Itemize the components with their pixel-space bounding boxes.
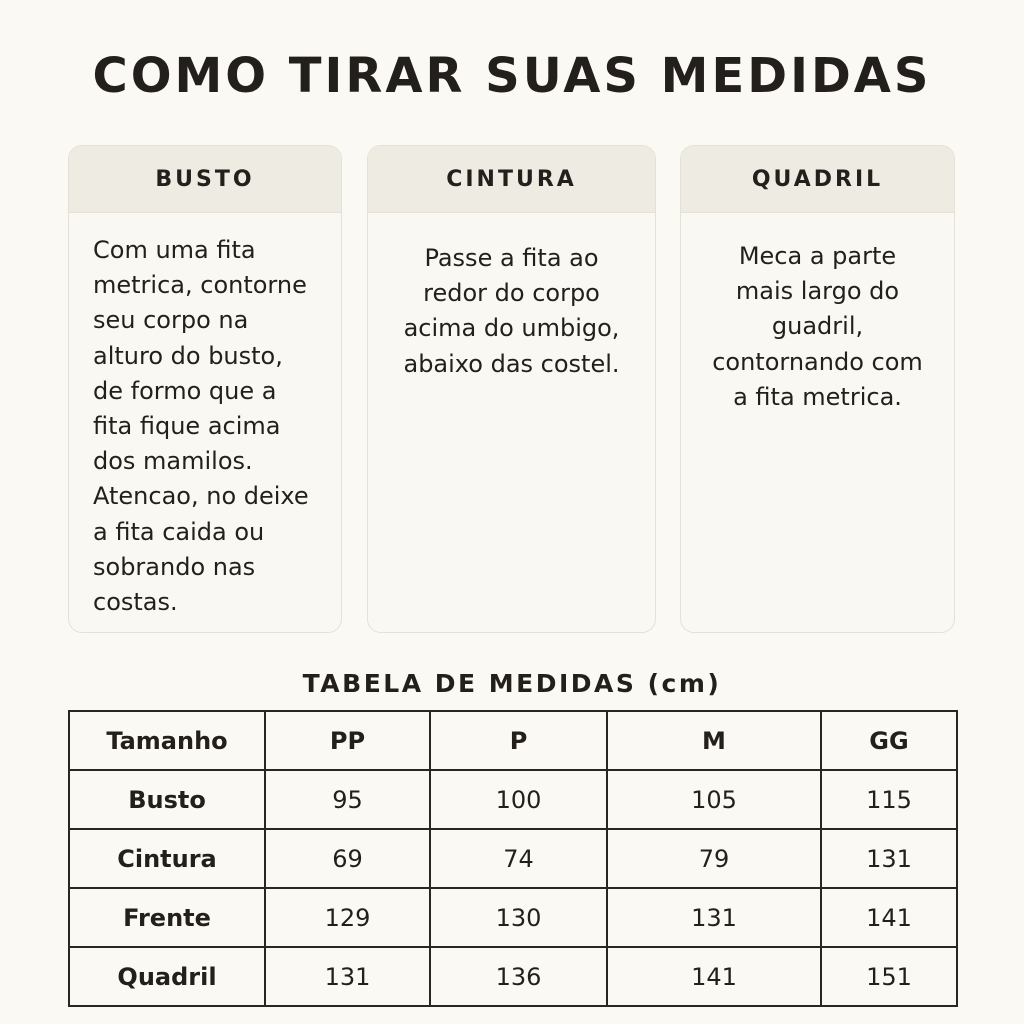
- card-line: Atencao, no deixe: [93, 482, 309, 511]
- table-cell: 136: [430, 947, 607, 1006]
- table-cell: 74: [430, 829, 607, 888]
- card-text: [368, 213, 655, 382]
- card-line: contornando com: [712, 347, 923, 376]
- table-cell: 131: [265, 947, 430, 1006]
- page-title: COMO TIRAR SUAS MEDIDAS: [92, 48, 932, 104]
- header-cell: PP: [265, 711, 430, 770]
- header-cell: P: [430, 711, 607, 770]
- card-busto: [68, 145, 342, 633]
- card-line: acima do umbigo,: [403, 314, 620, 343]
- table-row: [69, 829, 957, 888]
- table-cell: 131: [607, 888, 821, 947]
- table-title: TABELA DE MEDIDAS (cm): [302, 669, 722, 698]
- table-cell: 105: [607, 770, 821, 829]
- card-text: [681, 213, 954, 415]
- table-cell: 151: [821, 947, 957, 1006]
- card-line: alturo do busto,: [93, 341, 283, 370]
- card-line: a fita caida ou: [93, 517, 265, 546]
- card-line: dos mamilos.: [93, 447, 253, 476]
- table-cell: 129: [265, 888, 430, 947]
- row-label: Frente: [69, 888, 265, 947]
- card-line: Com uma fita: [93, 236, 256, 264]
- card-line: Passe a fita ao: [424, 244, 599, 272]
- header-cell: Tamanho: [69, 711, 265, 770]
- card-line: fita fique acima: [93, 412, 281, 441]
- card-line: Meca a parte: [738, 242, 897, 270]
- card-heading: BUSTO: [69, 146, 341, 213]
- table-cell: 95: [265, 770, 430, 829]
- row-label: Quadril: [69, 947, 265, 1006]
- size-table: [68, 710, 958, 1007]
- row-label: Cintura: [69, 829, 265, 888]
- card-line: sobrando nas: [93, 552, 256, 581]
- table-cell: 141: [607, 947, 821, 1006]
- table-row: [69, 947, 957, 1006]
- card-heading: QUADRIL: [681, 146, 954, 213]
- table-cell: 141: [821, 888, 957, 947]
- table-cell: 100: [430, 770, 607, 829]
- card-text: [69, 213, 341, 620]
- card-quadril: [680, 145, 955, 633]
- card-line: seu corpo na: [93, 306, 249, 335]
- header-cell: M: [607, 711, 821, 770]
- card-line: a fita metrica.: [733, 382, 902, 411]
- card-line: metrica, contorne: [93, 271, 307, 300]
- header-cell: GG: [821, 711, 957, 770]
- table-row: [69, 770, 957, 829]
- table-cell: 79: [607, 829, 821, 888]
- table-cell: 131: [821, 829, 957, 888]
- table-row: [69, 888, 957, 947]
- table-cell: 69: [265, 829, 430, 888]
- card-cintura: [367, 145, 656, 633]
- card-line: redor do corpo: [423, 279, 600, 308]
- row-label: Busto: [69, 770, 265, 829]
- card-line: costas.: [93, 588, 178, 617]
- card-line: mais largo do: [735, 277, 900, 306]
- card-line: abaixo das costel.: [403, 349, 620, 378]
- table-header-row: [69, 711, 957, 770]
- table-cell: 115: [821, 770, 957, 829]
- table-cell: 130: [430, 888, 607, 947]
- card-heading: CINTURA: [368, 146, 655, 213]
- card-line: guadril,: [771, 312, 864, 341]
- card-line: de formo que a: [93, 376, 277, 405]
